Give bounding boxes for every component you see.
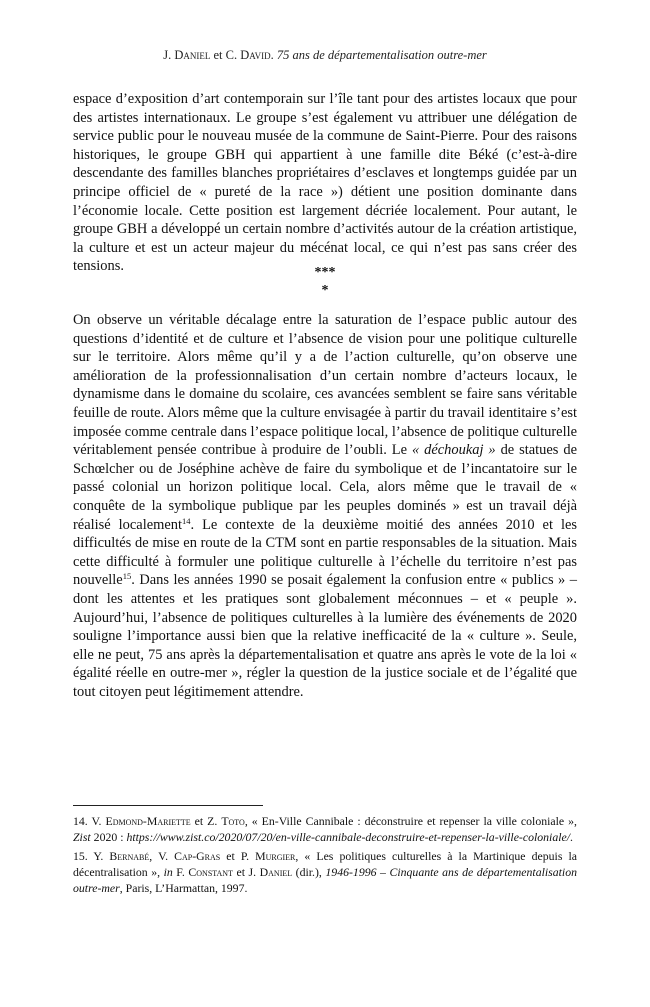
footnote-14-journal: Zist xyxy=(73,829,91,844)
footnote-15-author3-initial: P. xyxy=(240,848,256,863)
footnote-15-author3-name: Murgier xyxy=(255,848,296,863)
footnote-14-author1-name: Edmond-Mariette xyxy=(105,814,191,828)
running-header xyxy=(0,47,650,63)
italic-term-dechoukaj: « déchoukaj » xyxy=(411,442,496,459)
section-separator-line1: *** xyxy=(314,265,336,280)
footnote-15-publisher: , Paris, L’Harmattan, 1997. xyxy=(119,880,248,895)
footnote-15-in: in xyxy=(163,864,173,879)
footnote-ref-14[interactable]: 14 xyxy=(182,515,191,526)
footnote-15 xyxy=(73,849,577,897)
footnote-14-and: et xyxy=(190,814,208,828)
footnote-14-end: . xyxy=(570,829,573,844)
header-author2-name: David xyxy=(240,48,271,62)
header-and: et xyxy=(210,48,226,62)
footnote-14-author1-initial: V. xyxy=(91,814,106,828)
header-book-title: 75 ans de départementalisation outre-mer xyxy=(276,48,487,62)
footnote-15-and: et xyxy=(220,848,241,863)
paragraph-2-part2: de statues de Schœlcher ou de Joséphine achève de faire du symbolique et de l’incantatoire sur le passé colonial un horizon politique local. Cela, alors même que le travail de « conquête de la symbolique publique par les peuples dominés » est un travail déjà réalisé localement xyxy=(73,442,577,533)
footnote-14-url[interactable]: https://www.zist.co/2020/07/20/en-ville-cannibale-deconstruire-et-repenser-la-ville-coloniale/ xyxy=(126,829,571,844)
paragraph-2-part3: . Le contexte de la deuxième moitié des années 2010 et les difficultés de mise en route de la CTM sont en partie responsables de la situation. Mais cette difficulté à formuler une politique culturelle à l’échelle du territoire n’est pas nouvelle xyxy=(73,516,577,589)
footnote-14-year: 2020 : xyxy=(90,829,127,844)
footnote-14-title: , « En-Ville Cannibale : déconstruire et repenser la ville coloniale », xyxy=(244,814,577,828)
header-author1-initial: J. xyxy=(163,48,175,62)
footnote-14-author2-initial: Z. xyxy=(207,814,222,828)
paragraph-2 xyxy=(73,311,577,701)
paragraph-1: espace d’exposition d’art contemporain sur l’île tant pour des artistes locaux que pour des artistes internationaux. Le groupe s’est également vu attribuer une délégation de service public pour le nouveau musée de la commune de Saint-Pierre. Pour des raisons historiques, le groupe GBH qui appartient à une famille dite Béké (c’est-à-dire descendante des familles blanches propriétaires d’esclaves et longtemps guidée par un principe officiel de « pureté de la race ») détient une position dominante dans l’économie locale. Cette position est largement décriée localement. Pour autant, le groupe GBH a développé un certain nombre d’activités autour de la création artistique, la culture et est un acteur majeur du mécénat local, ce qui n’est pas sans créer des tensions. xyxy=(73,91,577,275)
footnote-15-number: 15. xyxy=(73,848,94,863)
footnote-15-sep: , xyxy=(149,848,159,863)
footnote-15-author1-name: Bernabé xyxy=(109,848,150,863)
footnote-15-editor2-initial: J. xyxy=(248,864,260,879)
footnote-15-editor1-initial: F. xyxy=(172,864,189,879)
footnote-15-editor1-name: Constant xyxy=(188,864,233,879)
header-author2-initial: C. xyxy=(225,48,241,62)
footnotes xyxy=(73,814,577,900)
header-author1-name: Daniel xyxy=(174,48,211,62)
footnote-14-author2-name: Toto xyxy=(221,814,245,828)
footnote-14 xyxy=(73,814,577,846)
paragraph-2-part4: . Dans les années 1990 se posait également la confusion entre « publics » – dont les attentes et les pratiques sont globalement méconnues – et « peuple ». Aujourd’hui, l’absence de politiques culturelles à la lumière des événements de 2020 souligne l’importance aussi bien que la relative inefficacité de la « culture ». Seule, elle ne peut, 75 ans après la départementalisation et quatre ans après le vote de la loi « égalité réelle en outre-mer », régler la question de la justice sociale et de l’égalité que tout citoyen peut légitimement attendre. xyxy=(73,572,577,700)
footnote-15-book-title: 1946-1996 – Cinquante ans de départementalisation outre-mer xyxy=(73,864,577,895)
section-separator-line2: * xyxy=(321,283,329,298)
footnote-15-author2-name: Cap-Gras xyxy=(174,848,221,863)
footnote-15-title: , « Les politiques culturelles à la Martinique depuis la décentralisation », xyxy=(73,848,577,879)
footnote-14-number: 14. xyxy=(73,814,92,828)
footnote-15-author2-initial: V. xyxy=(158,848,175,863)
footnote-15-dir: (dir.), xyxy=(292,864,326,879)
footnote-ref-15[interactable]: 15 xyxy=(122,571,132,582)
footnote-15-and2: et xyxy=(232,864,249,879)
header-dot: . xyxy=(270,48,277,62)
footnote-divider xyxy=(73,805,263,806)
paragraph-2-part1: On observe un véritable décalage entre la saturation de l’espace public autour des questions d’identité et de culture et l’absence de vision pour une politique culturelle sur le territoire. Alors même qu’il y a de l’action culturelle, qu’on observe une amélioration de la professionnalisation d’un certain nombre d’acteurs locaux, le dynamisme dans le domaine du scolaire, ces avancées semblent se faire sans véritable feuille de route. Alors même que la culture envisagée à partir du travail identitaire s’est imposée comme centrale dans l’espace politique local, l’absence de politique culturelle véritablement pensée contribue à produire de l’oubli. Le xyxy=(73,312,577,459)
footnote-15-author1-initial: Y. xyxy=(93,848,110,863)
footnote-15-editor2-name: Daniel xyxy=(259,864,293,879)
